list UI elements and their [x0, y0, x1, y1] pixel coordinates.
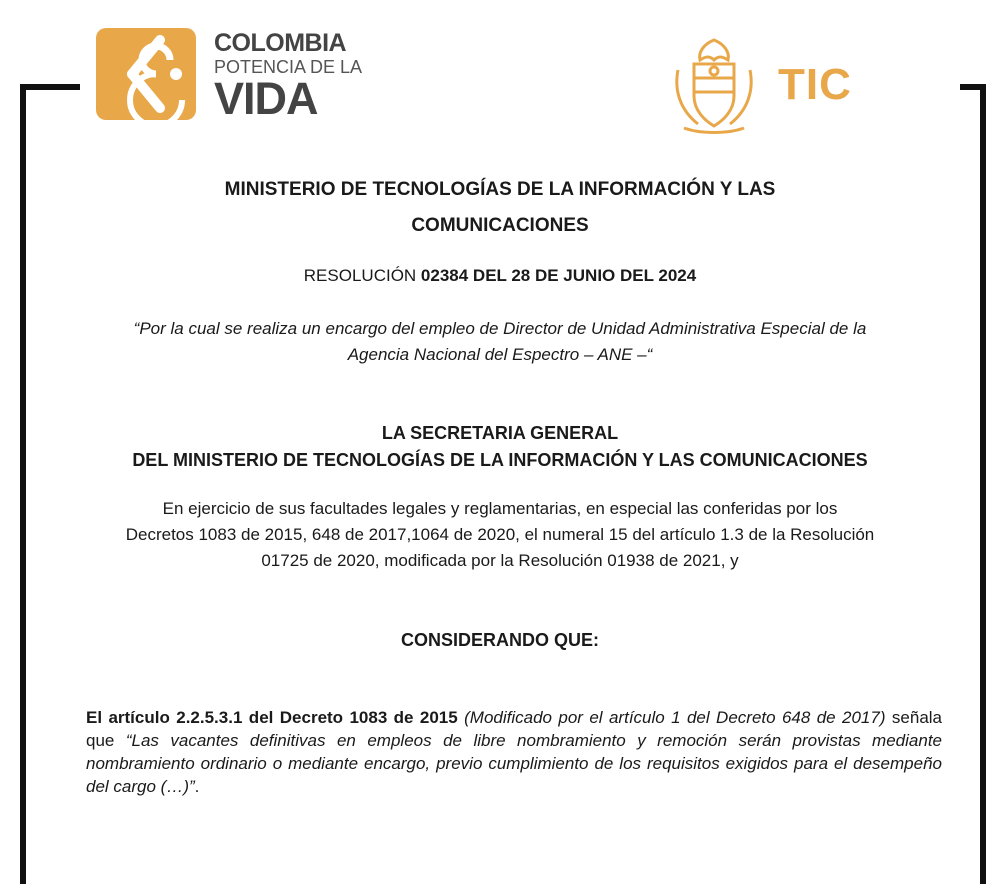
ministry-title-line2: COMUNICACIONES [411, 215, 589, 236]
ministry-title-line1: MINISTERIO DE TECNOLOGÍAS DE LA INFORMACIÓN Y LAS [224, 179, 776, 200]
logo-line-colombia: COLOMBIA [214, 29, 347, 57]
powers-line2: Decretos 1083 de 2015, 648 de 2017,1064 de 2020, el numeral 15 del artículo 1.3 de la Resolución [125, 525, 875, 544]
issuer-heading [80, 420, 920, 474]
subject-line1: “Por la cual se realiza un encargo del empleo de Director de Unidad Administrativa Especial de la [133, 319, 867, 338]
first-considering-paragraph [86, 706, 942, 798]
resolution-subject [80, 316, 920, 368]
mintic-logo [664, 30, 874, 140]
colombia-logo [96, 26, 366, 126]
legal-powers [80, 496, 920, 574]
powers-line3: 01725 de 2020, modificada por la Resolución 01938 de 2021, y [261, 551, 739, 570]
ministry-title [80, 172, 920, 244]
resolution-heading [80, 266, 920, 286]
colombia-potencia-de-la-vida-logo-icon [96, 26, 196, 122]
colombia-coat-of-arms-icon [664, 30, 764, 138]
resolution-prefix: RESOLUCIÓN [303, 266, 421, 285]
issuer-line2: DEL MINISTERIO DE TECNOLOGÍAS DE LA INFORMACIÓN Y LAS COMUNICACIONES [132, 450, 868, 470]
issuer-line1: LA SECRETARIA GENERAL [381, 423, 619, 443]
tic-wordmark: TIC [778, 60, 852, 109]
resolution-number: 02384 DEL 28 DE JUNIO DEL 2024 [420, 266, 697, 285]
subject-line2: Agencia Nacional del Espectro – ANE –“ [347, 345, 653, 364]
paragraph-quote: “Las vacantes definitivas en empleos de libre nombramiento y remoción serán provistas mediante nombramiento ordinario o mediante encargo, previo cumplimiento de los requisitos exigidos para el desempeño del cargo (…)” [86, 731, 942, 796]
paragraph-plain: señala que [86, 708, 943, 750]
powers-line1: En ejercicio de sus facultades legales y reglamentarias, en especial las conferidas por los [162, 499, 838, 518]
paragraph-bold: El artículo 2.2.5.3.1 del Decreto 1083 de 2015 [86, 708, 458, 727]
paragraph-italic-note: (Modificado por el artículo 1 del Decreto 648 de 2017) [457, 708, 886, 727]
considering-heading: CONSIDERANDO QUE: [400, 630, 599, 650]
logo-line-vida: VIDA [214, 73, 318, 124]
paragraph-end: . [194, 777, 200, 796]
logo-line-potencia: POTENCIA DE LA [214, 57, 363, 77]
